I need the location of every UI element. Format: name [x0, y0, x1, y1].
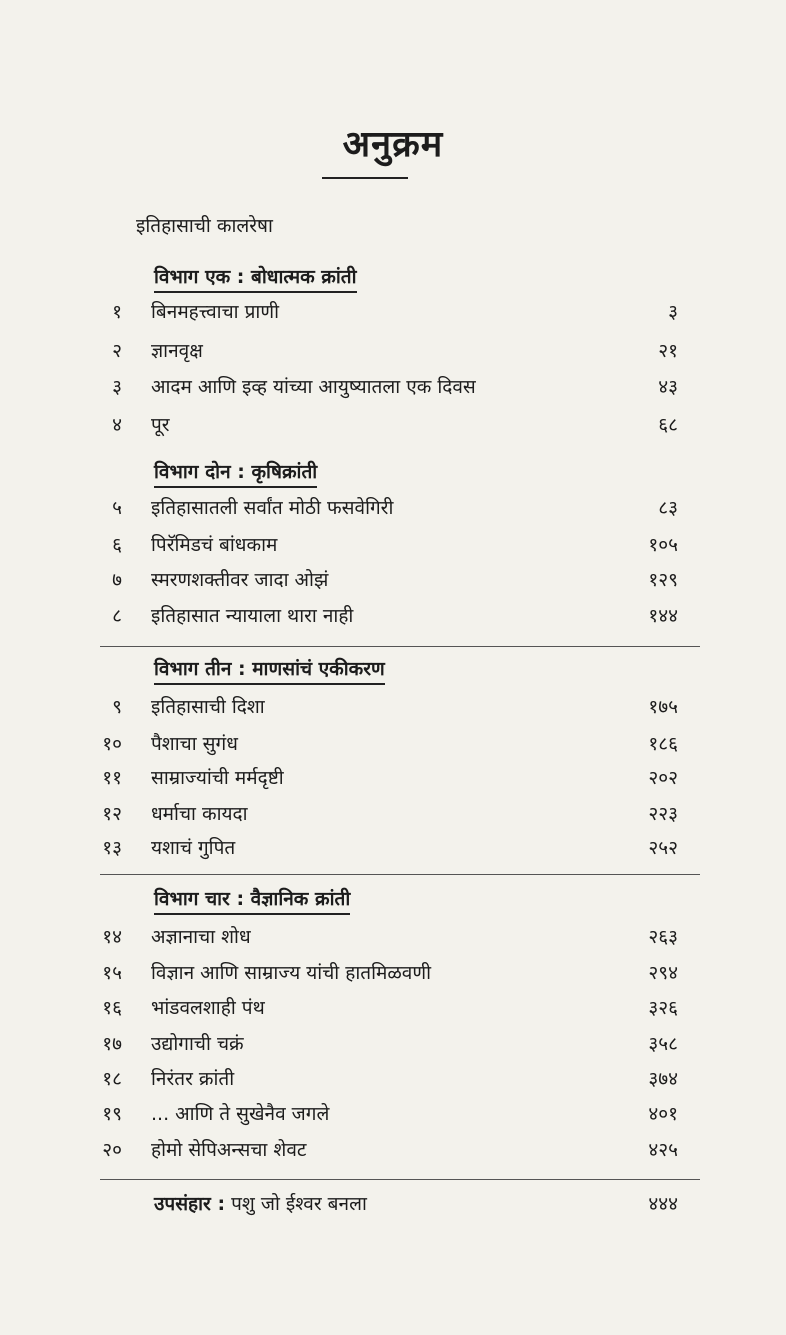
page-title: अनुक्रम	[342, 124, 444, 165]
toc-row: ४ पूर ६८	[112, 414, 678, 436]
title-underline	[322, 177, 408, 179]
toc-row: १२ धर्माचा कायदा २२३	[102, 803, 678, 825]
toc-row: ९ इतिहासाची दिशा १७५	[112, 696, 678, 718]
toc-row: १७ उद्योगाची चक्रं ३५८	[102, 1033, 678, 1055]
toc-row: २० होमो सेपिअन्सचा शेवट ४२५	[102, 1139, 678, 1161]
epilogue-title: पशु जो ईश्वर बनला	[231, 1193, 367, 1215]
toc-row: १४ अज्ञानाचा शोध २६३	[102, 926, 678, 948]
toc-row: १८ निरंतर क्रांती ३७४	[102, 1068, 678, 1090]
toc-row: ७ स्मरणशक्तीवर जादा ओझं १२९	[112, 569, 678, 591]
epilogue-page: ४४४	[648, 1193, 678, 1215]
toc-row: ५ इतिहासातली सर्वांत मोठी फसवेगिरी ८३	[112, 497, 678, 519]
toc-row: १ बिनमहत्त्वाचा प्राणी ३	[112, 301, 678, 323]
toc-row: ८ इतिहासात न्यायाला थारा नाही १४४	[112, 605, 678, 627]
part-heading-1: विभाग एक : बोधात्मक क्रांती	[154, 263, 357, 289]
toc-row: ११ साम्राज्यांची मर्मदृष्टी २०२	[102, 767, 678, 789]
section-separator	[100, 874, 700, 875]
toc-row: १० पैशाचा सुगंध १८६	[102, 733, 678, 755]
epilogue-label: उपसंहार :	[154, 1193, 226, 1215]
part-heading-4: विभाग चार : वैज्ञानिक क्रांती	[154, 885, 350, 911]
toc-row: १५ विज्ञान आणि साम्राज्य यांची हातमिळवणी २९४	[102, 962, 678, 984]
toc-row: १९ ... आणि ते सुखेनैव जगले ४०१	[102, 1103, 678, 1125]
part-heading-3: विभाग तीन : माणसांचं एकीकरण	[154, 655, 385, 681]
section-separator	[100, 646, 700, 647]
part-heading-2: विभाग दोन : कृषिक्रांती	[154, 458, 317, 484]
toc-row: १६ भांडवलशाही पंथ ३२६	[102, 997, 678, 1019]
toc-row: ६ पिरॅमिडचं बांधकाम १०५	[112, 534, 678, 556]
section-separator	[100, 1179, 700, 1180]
toc-row: १३ यशाचं गुपित २५२	[102, 837, 678, 859]
toc-row: ३ आदम आणि इव्ह यांच्या आयुष्यातला एक दिवस ४३	[112, 376, 678, 398]
toc-row: २ ज्ञानवृक्ष २१	[112, 340, 678, 362]
toc-intro: इतिहासाची कालरेषा	[136, 215, 273, 237]
epilogue-entry	[154, 1190, 367, 1216]
